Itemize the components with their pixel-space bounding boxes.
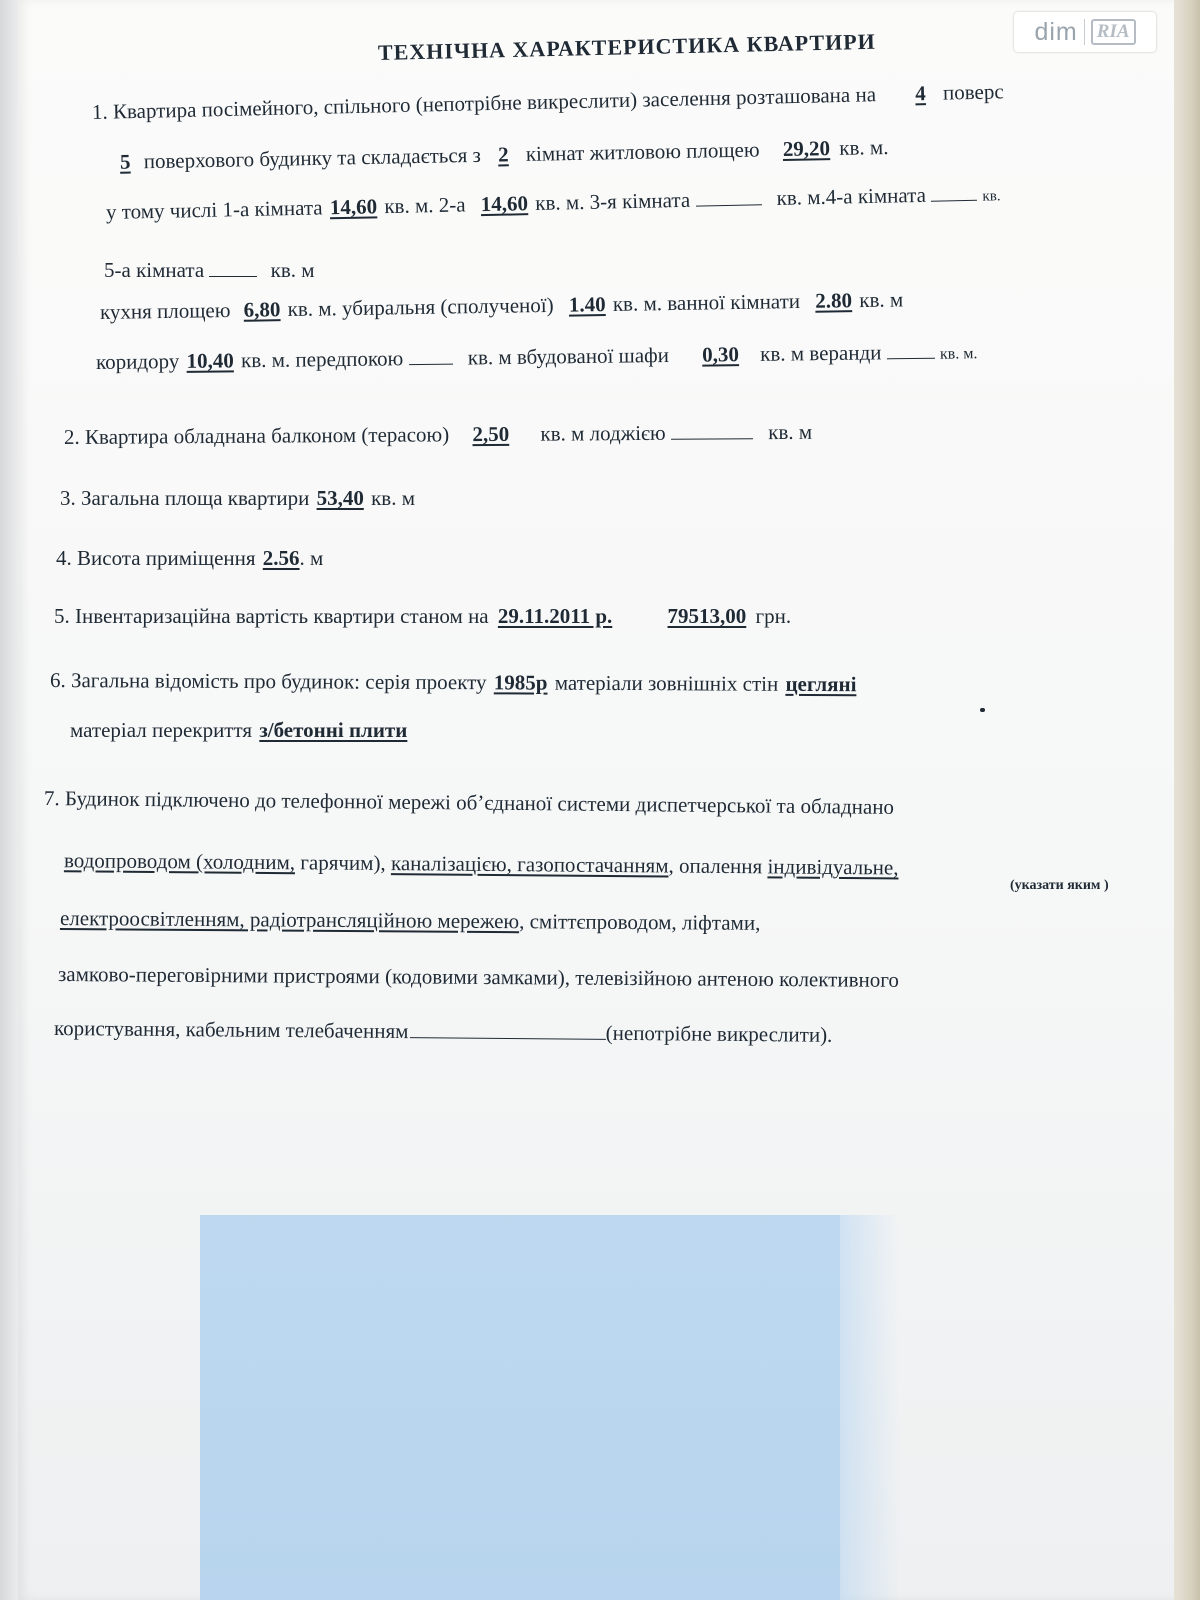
electric-radio-text: електроосвітленням, радіотрансляційною мережею <box>59 906 520 934</box>
room4-blank <box>931 182 977 202</box>
room1-value: 14,60 <box>329 194 378 220</box>
paper-right-edge <box>1174 0 1200 1600</box>
height-value: 2.56 <box>262 546 300 570</box>
s1-line-4: 5-а кімната кв. м <box>104 258 315 282</box>
s3-line: 3. Загальна площа квартири 53,40 кв. м <box>60 486 415 510</box>
s2-line: 2. Квартира обладнана балконом (терасою) 2,50 кв. м лоджією кв. м <box>63 419 813 449</box>
slab-value: з/бетонні плити <box>259 718 408 742</box>
s7-line-2: водопроводом (холодним, гарячим), каналізацією, газопостачанням, опалення індивідуальне, <box>38 848 899 881</box>
dim-ria-logo <box>1014 12 1156 52</box>
kitchen-value: 6,80 <box>243 297 281 322</box>
s6-line-1: 6. Загальна відомість про будинок: серія проекту 1985р матеріали зовнішніх стін цегляні <box>49 668 857 697</box>
inventory-value: 79513,00 <box>667 604 747 628</box>
rooms-value: 2 <box>497 142 509 167</box>
s6-line-2: матеріал перекриття з/бетонні плити <box>70 718 408 742</box>
logo-separator <box>1084 19 1085 45</box>
heating-type-text: індивідуальне, <box>767 854 899 880</box>
logo-ria-text: RIA <box>1091 19 1136 45</box>
room2-value: 14,60 <box>480 191 529 217</box>
heating-hint: (указати яким ) <box>1010 878 1109 893</box>
s7-line-4: замково-переговірними пристроями (кодовими замками), телевізійною антеною колективного <box>57 962 899 992</box>
loggia-blank <box>671 420 753 440</box>
total-area-value: 53,40 <box>316 486 364 510</box>
blue-paper-underneath <box>200 1215 840 1600</box>
room3-blank <box>695 186 761 206</box>
water-text: водопроводом (холодним, <box>63 848 296 875</box>
ink-dot <box>980 708 985 712</box>
veranda-blank <box>887 340 935 360</box>
corridor-value: 10,40 <box>186 348 234 373</box>
floors-value: 5 <box>119 149 131 174</box>
walls-value: цегляні <box>785 671 857 697</box>
hallway-blank <box>408 346 452 366</box>
project-series-value: 1985р <box>493 670 548 695</box>
s1-line-6: коридору 10,40 кв. м. передпокою кв. м вбудованої шафи 0,30 кв. м веранди кв. м. <box>95 340 978 374</box>
living-area-value: 29,20 <box>782 136 831 162</box>
s1-line-5: кухня площею 6,80 кв. м. убиральня (сполученої) 1.40 кв. м. ванної кімнати 2.80 кв. м <box>99 287 904 324</box>
s7-line-3: електроосвітленням, радіотрансляційною мережею, сміттєпроводом, ліфтами, <box>59 906 761 935</box>
floor-value: 4 <box>914 81 927 106</box>
s7-line-1: 7. Будинок підключено до телефонної мережі об’єднаної системи диспетчерської та обладнано <box>43 786 895 819</box>
s1-line-1: 1. Квартира посімейного, спільного (непотрібне викреслити) заселення розташована на 4 поверс <box>91 79 1004 124</box>
balcony-value: 2,50 <box>472 421 510 447</box>
s1-line-3: у тому числі 1-а кімната 14,60 кв. м. 2-а 14,60 кв. м. 3-я кімната кв. м.4-а кімната кв. <box>105 182 1001 224</box>
sewer-gas-text: каналізацією, газопостачанням <box>390 851 669 878</box>
s7-line-5: користування, кабельним телебаченням (непотрібне викреслити). <box>53 1016 833 1047</box>
closet-value: 0,30 <box>702 342 740 367</box>
document-title: ТЕХНІЧНА ХАРАКТЕРИСТИКА КВАРТИРИ <box>377 28 877 65</box>
blue-paper-fade <box>840 1215 900 1600</box>
cable-tv-blank <box>410 1019 606 1040</box>
s5-line: 5. Інвентаризаційна вартість квартири станом на 29.11.2011 р. 79513,00 грн. <box>54 604 792 628</box>
s4-line: 4. Висота приміщення 2.56. м <box>56 546 324 570</box>
s1-line-2: 5 поверхового будинку та складається з 2 кімнат житловою площею 29,20 кв. м. <box>106 135 889 175</box>
toilet-value: 1.40 <box>568 292 606 317</box>
logo-dim-text: dim <box>1034 17 1078 46</box>
bath-value: 2.80 <box>815 288 853 313</box>
date-value: 29.11.2011 р. <box>497 604 613 628</box>
room5-blank <box>209 258 257 277</box>
